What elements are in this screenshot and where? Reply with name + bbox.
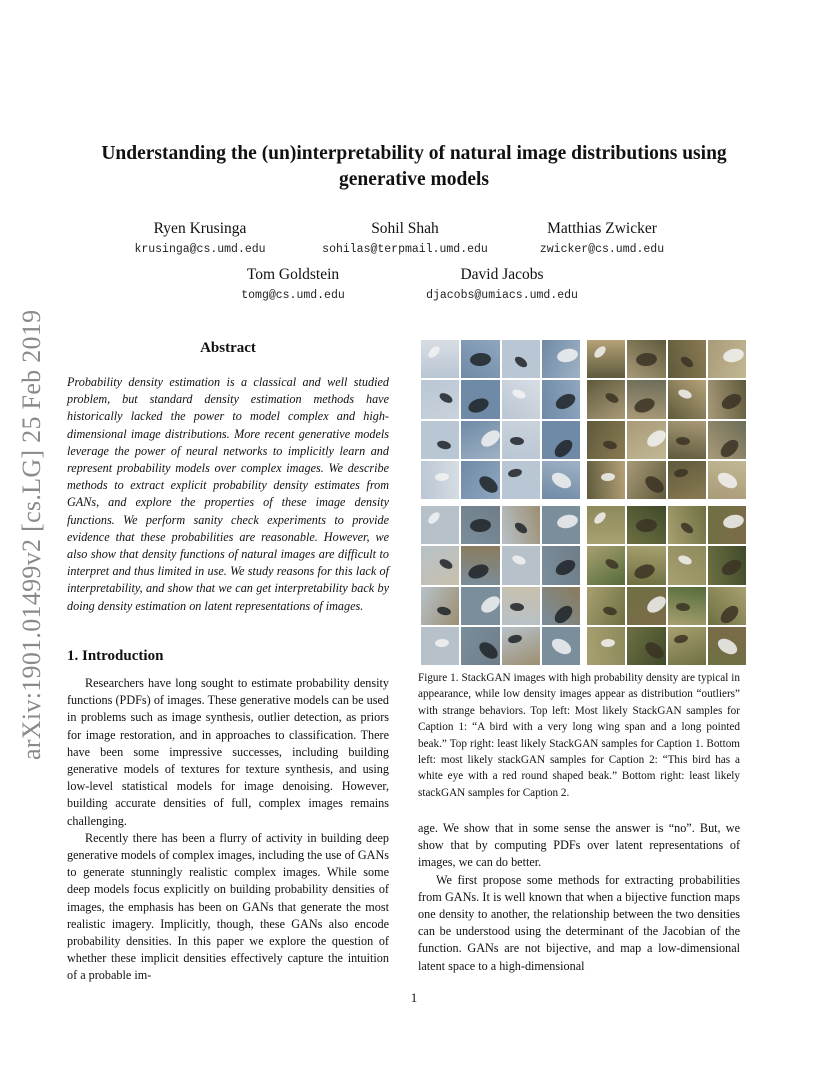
bird-silhouette xyxy=(636,352,658,366)
bird-silhouette xyxy=(604,391,620,405)
section-heading: 1. Introduction xyxy=(67,648,164,664)
sample-image-tile xyxy=(708,380,746,418)
bird-silhouette xyxy=(478,427,499,450)
bird-silhouette xyxy=(602,439,617,450)
sample-image-tile xyxy=(587,421,625,459)
intro-right-column xyxy=(418,820,740,975)
bird-silhouette xyxy=(719,391,744,412)
sample-image-tile xyxy=(668,587,706,625)
bird-silhouette xyxy=(511,388,527,400)
bird-silhouette xyxy=(715,635,740,657)
paragraph: We first propose some methods for extracting probabilities from GANs. It is well known that when a bijective function maps one density to another, the relationship between the two densities can be understood using the determinant of the Jacobian of the function. GANs are not bijective, and map a low-dimensional latent space to a high-dimensional xyxy=(418,872,740,973)
bird-silhouette xyxy=(679,521,695,536)
sample-image-tile xyxy=(627,380,665,418)
sample-image-tile xyxy=(502,380,540,418)
sample-image-tile xyxy=(542,546,580,584)
bottom-right-sample-grid xyxy=(587,506,746,665)
sample-image-tile xyxy=(627,627,665,665)
bird-silhouette xyxy=(470,352,492,366)
sample-image-tile xyxy=(502,587,540,625)
paragraph: Researchers have long sought to estimate probability density functions (PDFs) of images. These generative models can be used in problems such as image synthesis, outlier detection, as priors for image restoration, and in approaches to classification. There have been some impressive successes, including building generative models of textures for texture synthesis, and using low-level statistical models for image denoising. However, building accurate densities of full, complex images remains challenging. xyxy=(67,676,389,828)
bird-silhouette xyxy=(476,473,499,496)
sample-image-tile xyxy=(502,340,540,378)
sample-image-tile xyxy=(668,421,706,459)
sample-image-tile xyxy=(542,380,580,418)
bird-silhouette xyxy=(553,391,578,412)
author-name: Matthias Zwicker xyxy=(547,220,657,237)
bird-silhouette xyxy=(717,436,741,459)
sample-image-tile xyxy=(461,546,499,584)
bird-silhouette xyxy=(722,347,745,364)
sample-image-tile xyxy=(502,546,540,584)
top-left-sample-grid xyxy=(421,340,580,499)
sample-image-tile xyxy=(542,627,580,665)
bird-silhouette xyxy=(513,355,529,370)
sample-image-tile xyxy=(421,380,459,418)
sample-image-tile xyxy=(668,380,706,418)
sample-image-tile xyxy=(461,461,499,499)
sample-image-tile xyxy=(461,340,499,378)
author-email: sohilas@terpmail.umd.edu xyxy=(322,243,488,256)
sample-image-tile xyxy=(502,506,540,544)
author-email: zwicker@cs.umd.edu xyxy=(539,243,665,256)
sample-image-tile xyxy=(587,461,625,499)
bird-silhouette xyxy=(436,439,451,450)
bird-silhouette xyxy=(722,513,745,530)
bird-silhouette xyxy=(513,521,529,536)
paragraph: age. We show that in some sense the answer is “no”. But, we show that by computing PDFs over latent representations of images, we can do better. xyxy=(418,821,740,870)
sample-image-tile xyxy=(587,380,625,418)
sample-image-tile xyxy=(461,380,499,418)
intro-left-column xyxy=(67,675,389,985)
bird-silhouette xyxy=(636,518,658,532)
bird-silhouette xyxy=(602,605,617,616)
author-name: Ryen Krusinga xyxy=(153,220,247,237)
bird-silhouette xyxy=(556,347,579,364)
abstract-text: Probability density estimation is a classical and well studied problem, but standard density estimation methods have historically lacked the power to model complex and high-dimensional image distributions. More recent generative models leverage the power of neural networks to implicitly learn and represent probability models over complex images. We describe methods to extract explicit probability density estimates from GANs, and explore the properties of these image density functions. We perform sanity check experiments to provide evidence that these probabilities are reasonable. However, we also show that density functions of natural images are difficult to interpret and thus limited in use. We study reasons for this lack of interpretability, and show that we can get interpretability back by doing density estimation on latent representations of images. xyxy=(67,375,389,613)
figure-1-image xyxy=(421,340,746,666)
sample-image-tile xyxy=(708,546,746,584)
sample-image-tile xyxy=(421,340,459,378)
sample-image-tile xyxy=(668,546,706,584)
bird-silhouette xyxy=(511,554,527,566)
author-name: David Jacobs xyxy=(460,266,544,283)
bird-silhouette xyxy=(601,638,615,647)
page-number: 1 xyxy=(410,990,418,1005)
sample-image-tile xyxy=(542,421,580,459)
sample-image-tile xyxy=(542,587,580,625)
bird-silhouette xyxy=(507,467,522,478)
bird-silhouette xyxy=(642,639,665,662)
bird-silhouette xyxy=(426,344,442,360)
bird-silhouette xyxy=(675,602,690,611)
sample-image-tile xyxy=(461,506,499,544)
bird-silhouette xyxy=(553,557,578,578)
bird-silhouette xyxy=(633,562,657,581)
sample-image-tile xyxy=(421,506,459,544)
bird-silhouette xyxy=(677,554,693,566)
sample-image-tile xyxy=(461,421,499,459)
sample-image-tile xyxy=(668,506,706,544)
bird-silhouette xyxy=(679,355,695,370)
bird-silhouette xyxy=(470,518,492,532)
bird-silhouette xyxy=(549,469,574,491)
sample-image-tile xyxy=(668,461,706,499)
sample-image-tile xyxy=(502,627,540,665)
top-right-sample-grid xyxy=(587,340,746,499)
bird-silhouette xyxy=(467,562,491,581)
sample-image-tile xyxy=(627,587,665,625)
bird-silhouette xyxy=(549,635,574,657)
bird-silhouette xyxy=(601,472,615,481)
sample-image-tile xyxy=(708,421,746,459)
sample-image-tile xyxy=(421,587,459,625)
bird-silhouette xyxy=(717,602,741,625)
bird-silhouette xyxy=(438,391,454,405)
bird-silhouette xyxy=(426,510,442,526)
sample-image-tile xyxy=(421,546,459,584)
bird-silhouette xyxy=(633,396,657,415)
bird-silhouette xyxy=(719,557,744,578)
sample-image-tile xyxy=(708,340,746,378)
paper-title: Understanding the (un)interpretability of natural image distributions using generative models xyxy=(101,143,727,190)
bird-silhouette xyxy=(551,602,575,625)
bird-silhouette xyxy=(644,593,665,616)
author-email: djacobs@umiacs.umd.edu xyxy=(426,289,578,302)
bird-silhouette xyxy=(467,396,491,415)
sample-image-tile xyxy=(542,340,580,378)
sample-image-tile xyxy=(668,340,706,378)
bird-silhouette xyxy=(715,469,740,491)
abstract-heading: Abstract xyxy=(200,340,256,356)
bird-silhouette xyxy=(642,473,665,496)
sample-image-tile xyxy=(708,506,746,544)
bird-silhouette xyxy=(556,513,579,530)
sample-image-tile xyxy=(627,506,665,544)
bird-silhouette xyxy=(675,436,690,445)
bird-silhouette xyxy=(509,436,524,445)
sample-image-tile xyxy=(542,506,580,544)
sample-image-tile xyxy=(502,461,540,499)
sample-image-tile xyxy=(627,340,665,378)
arxiv-stamp: arXiv:1901.01499v2 [cs.LG] 25 Feb 2019 xyxy=(17,309,46,760)
sample-image-tile xyxy=(421,627,459,665)
sample-image-tile xyxy=(542,461,580,499)
sample-image-tile xyxy=(627,421,665,459)
figure-caption: Figure 1. StackGAN images with high probability density are typical in appearance, while low density images appear as distribution “outliers” with strange behaviors. Top left: Most likely StackGAN samples for Caption 1: “A bird with a very long wing span and a long pointed beak.” Top right: least likely StackGAN samples for Caption 1. Bottom left: most likely stackGAN samples for Caption 2: “This bird has a white eye with a red round shaped beak.” Bottom right: least likely stackGAN samples for Caption 2. xyxy=(418,672,740,799)
sample-image-tile xyxy=(461,587,499,625)
sample-image-tile xyxy=(587,627,625,665)
sample-image-tile xyxy=(708,587,746,625)
bird-silhouette xyxy=(507,633,522,644)
sample-image-tile xyxy=(587,506,625,544)
author-email: krusinga@cs.umd.edu xyxy=(134,243,266,256)
bird-silhouette xyxy=(677,388,693,400)
bird-silhouette xyxy=(592,344,608,360)
author-name: Tom Goldstein xyxy=(246,266,340,283)
bottom-left-sample-grid xyxy=(421,506,580,665)
sample-image-tile xyxy=(502,421,540,459)
bird-silhouette xyxy=(644,427,665,450)
sample-image-tile xyxy=(627,461,665,499)
sample-image-tile xyxy=(668,627,706,665)
bird-silhouette xyxy=(673,633,688,644)
sample-image-tile xyxy=(421,461,459,499)
author-email: tomg@cs.umd.edu xyxy=(241,289,345,302)
bird-silhouette xyxy=(551,436,575,459)
bird-silhouette xyxy=(476,639,499,662)
bird-silhouette xyxy=(673,467,688,478)
bird-silhouette xyxy=(435,472,449,481)
sample-image-tile xyxy=(587,587,625,625)
bird-silhouette xyxy=(438,557,454,571)
bird-silhouette xyxy=(509,602,524,611)
bird-silhouette xyxy=(436,605,451,616)
sample-image-tile xyxy=(587,340,625,378)
bird-silhouette xyxy=(435,638,449,647)
sample-image-tile xyxy=(587,546,625,584)
sample-image-tile xyxy=(421,421,459,459)
sample-image-tile xyxy=(708,627,746,665)
sample-image-tile xyxy=(708,461,746,499)
author-name: Sohil Shah xyxy=(371,220,439,237)
bird-silhouette xyxy=(478,593,499,616)
paragraph: Recently there has been a flurry of activity in building deep generative models of complex images, including the use of GANs to generate stunningly realistic complex images. While some deep models focus explicitly on building probability densities of images, the emphasis has been on GANs that generate the most realistic imagery. Implicitly, though, these GANs also encode probability densities. In this paper we explore the question of whether these implicit densities effectively capture the intuition of a probable im- xyxy=(67,830,389,983)
bird-silhouette xyxy=(592,510,608,526)
sample-image-tile xyxy=(627,546,665,584)
sample-image-tile xyxy=(461,627,499,665)
bird-silhouette xyxy=(604,557,620,571)
